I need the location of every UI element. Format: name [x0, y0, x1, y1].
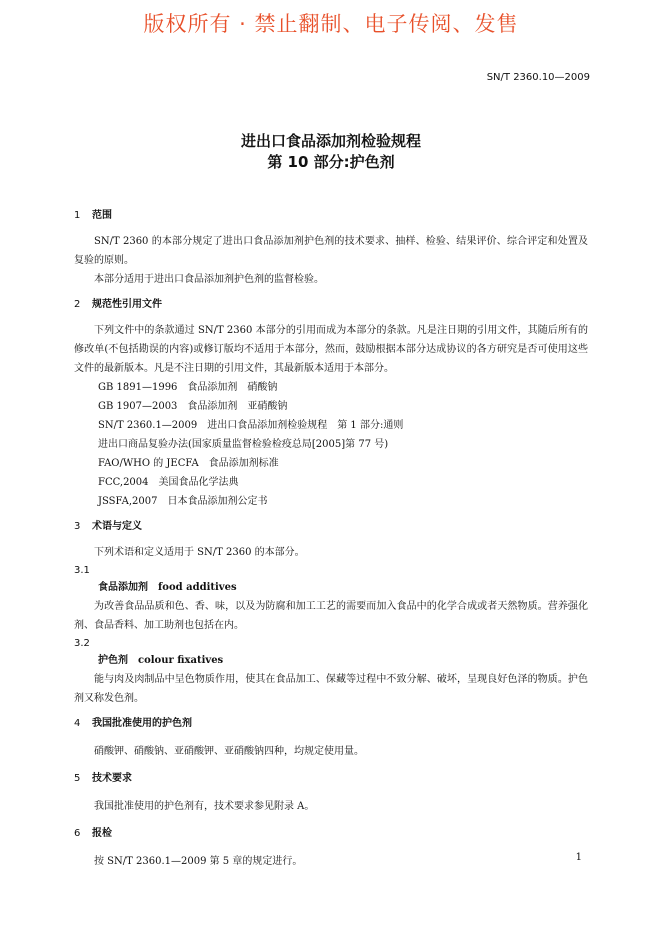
- section-number: 1: [74, 210, 81, 221]
- reference-item: GB 1891—1996 食品添加剂 硝酸钠: [98, 382, 278, 393]
- section-2-heading: [74, 297, 588, 313]
- reference-item: FCC,2004 美国食品化学法典: [98, 477, 239, 488]
- document-title: 进出口食品添加剂检验规程: [240, 132, 421, 150]
- reference-item: FAO/WHO 的 JECFA 食品添加剂标准: [98, 458, 279, 469]
- section-number: 3: [74, 521, 81, 532]
- section-1-heading: [74, 208, 588, 224]
- reference-item: 进出口商品复验办法(国家质量监督检验检疫总局[2005]第 77 号): [98, 439, 389, 450]
- section-6-heading: [74, 826, 588, 842]
- paragraph: 本部分适用于进出口食品添加剂护色剂的监督检验。: [94, 274, 324, 285]
- section-title: 技术要求: [92, 773, 132, 784]
- paragraph: 下列术语和定义适用于 SN/T 2360 的本部分。: [94, 547, 305, 558]
- section-number: 2: [74, 299, 81, 310]
- term-number: 3.1: [74, 565, 90, 576]
- term-number: 3.2: [74, 638, 90, 649]
- section-title: 术语与定义: [92, 521, 142, 532]
- section-5-heading: [74, 771, 588, 787]
- page-number: 1: [575, 852, 582, 863]
- section-number: 4: [74, 718, 81, 729]
- term-name: 食品添加剂 food additives: [98, 582, 237, 593]
- paragraph: SN/T 2360 的本部分规定了进出口食品添加剂护色剂的技术要求、抽样、检验、结果评价、综合评定和处置及复验的原则。: [74, 236, 588, 266]
- section-title: 范围: [92, 210, 112, 221]
- term-definition: 为改善食品品质和色、香、味，以及为防腐和加工工艺的需要而加入食品中的化学合成或者天然物质。营养强化剂、食品香料、加工助剂也包括在内。: [74, 601, 588, 631]
- paragraph: 按 SN/T 2360.1—2009 第 5 章的规定进行。: [94, 856, 303, 867]
- section-3-heading: [74, 519, 588, 535]
- section-4-heading: [74, 716, 588, 732]
- standard-code: SN/T 2360.10—2009: [486, 72, 590, 83]
- reference-item: GB 1907—2003 食品添加剂 亚硝酸钠: [98, 401, 288, 412]
- section-number: 5: [74, 773, 81, 784]
- document-body: [74, 208, 588, 871]
- reference-item: SN/T 2360.1—2009 进出口食品添加剂检验规程 第 1 部分:通则: [98, 420, 404, 431]
- copyright-watermark: 版权所有 · 禁止翻制、电子传阅、发售: [143, 12, 519, 36]
- document-subtitle: 第 10 部分:护色剂: [267, 153, 395, 171]
- paragraph: 下列文件中的条款通过 SN/T 2360 本部分的引用而成为本部分的条款。凡是注日期的引用文件，其随后所有的修改单(不包括勘误的内容)或修订版均不适用于本部分，然而，鼓励根据本部分达成协议的各方研究是否可使用这些文件的最新版本。凡是不注日期的引用文件，其最新版本适用于本部分。: [74, 325, 588, 374]
- reference-item: JSSFA,2007 日本食品添加剂公定书: [98, 496, 268, 507]
- term-definition: 能与肉及肉制品中呈色物质作用，使其在食品加工、保藏等过程中不致分解、破坏，呈现良好色泽的物质。护色剂又称发色剂。: [74, 674, 588, 704]
- section-number: 6: [74, 828, 81, 839]
- section-title: 规范性引用文件: [92, 299, 162, 310]
- paragraph: 硝酸钾、硝酸钠、亚硝酸钾、亚硝酸钠四种，均规定使用量。: [94, 746, 364, 757]
- term-name: 护色剂 colour fixatives: [98, 655, 224, 666]
- section-title: 我国批准使用的护色剂: [92, 718, 192, 729]
- paragraph: 我国批准使用的护色剂有，技术要求参见附录 A。: [94, 801, 315, 812]
- section-title: 报检: [92, 828, 112, 839]
